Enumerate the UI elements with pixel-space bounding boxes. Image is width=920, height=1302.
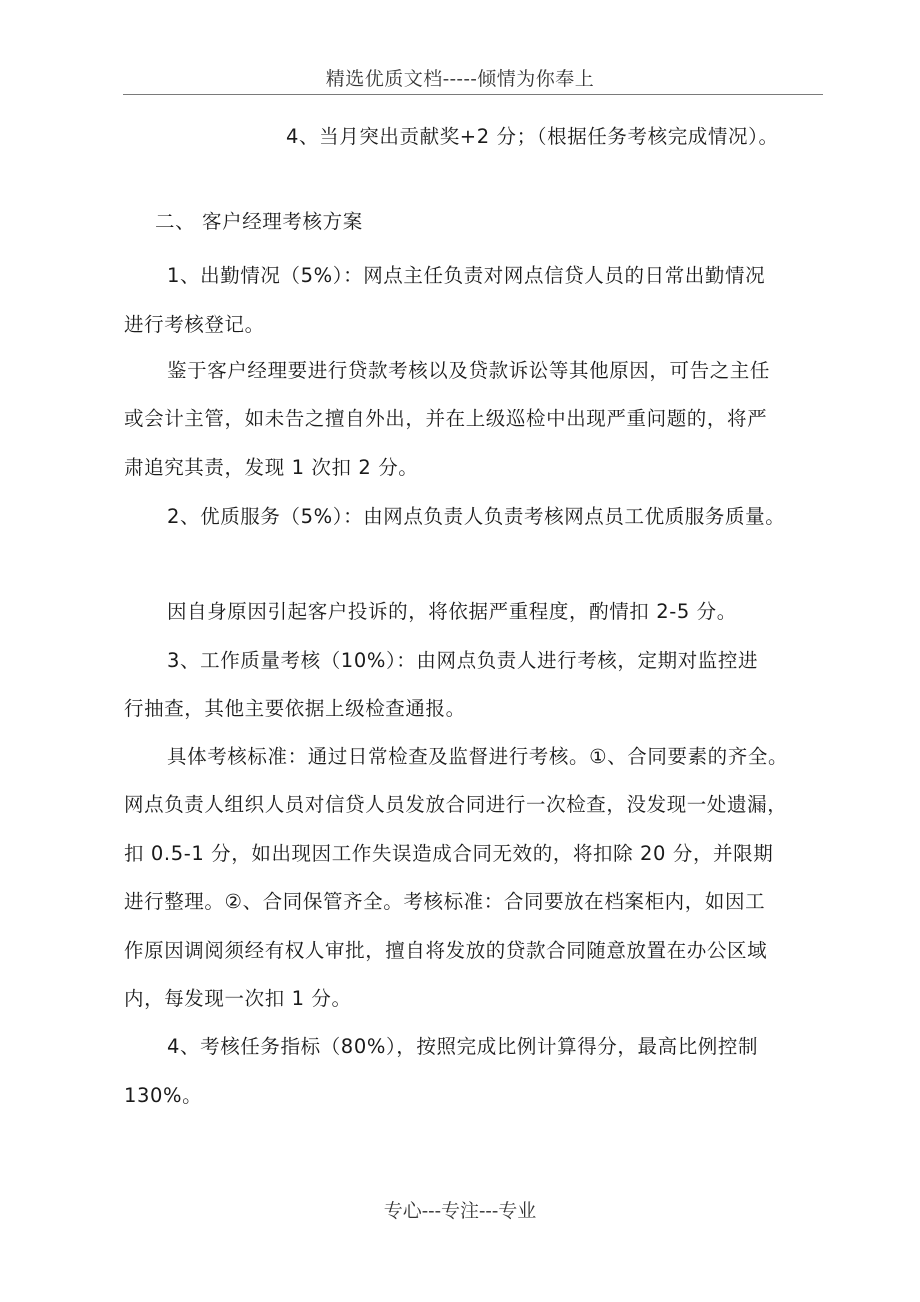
item-3-para-line-4: 进行整理。②、合同保管齐全。考核标准：合同要放在档案柜内，如因工 (124, 890, 766, 913)
award-item-4: 4、当月突出贡献奖+2 分；（根据任务考核完成情况）。 (286, 125, 779, 148)
item-3-line-2: 行抽查，其他主要依据上级检查通报。 (124, 697, 466, 720)
header-divider (123, 94, 823, 95)
item-3-para-line-6: 内，每发现一次扣 1 分。 (124, 987, 352, 1010)
section-2-heading: 二、 客户经理考核方案 (155, 210, 363, 233)
item-3-para-line-3: 扣 0.5-1 分，如出现因工作失误造成合同无效的，将扣除 20 分，并限期 (124, 842, 774, 865)
item-3-line-1: 3、工作质量考核（10%）：由网点负责人进行考核，定期对监控进 (167, 649, 759, 672)
item-1-para-line-1: 鉴于客户经理要进行贷款考核以及贷款诉讼等其他原因，可告之主任 (167, 359, 771, 382)
item-4-line-2: 130%。 (124, 1084, 203, 1107)
item-3-para-line-5: 作原因调阅须经有权人审批，擅自将发放的贷款合同随意放置在办公区域 (124, 939, 768, 962)
page-footer: 专心---专注---专业 (383, 1200, 537, 1222)
item-3-para-line-2: 网点负责人组织人员对信贷人员发放合同进行一次检查，没发现一处遗漏， (124, 793, 788, 816)
page-header-title: 精选优质文档-----倾情为你奉上 (325, 68, 595, 90)
item-2-para-line-1: 因自身原因引起客户投诉的，将依据严重程度，酌情扣 2-5 分。 (167, 600, 737, 623)
item-3-para-line-1: 具体考核标准：通过日常检查及监督进行考核。①、合同要素的齐全。 (167, 745, 789, 768)
item-1-line-1: 1、出勤情况（5%）：网点主任负责对网点信贷人员的日常出勤情况 (167, 264, 766, 287)
item-4-line-1: 4、考核任务指标（80%），按照完成比例计算得分，最高比例控制 (167, 1035, 759, 1058)
item-1-para-line-2: 或会计主管，如未告之擅自外出，并在上级巡检中出现严重问题的，将严 (124, 407, 768, 430)
item-2-line-1: 2、优质服务（5%）：由网点负责人负责考核网点员工优质服务质量。 (167, 505, 786, 528)
item-1-line-2: 进行考核登记。 (124, 313, 265, 336)
item-1-para-line-3: 肃追究其责，发现 1 次扣 2 分。 (124, 456, 419, 479)
